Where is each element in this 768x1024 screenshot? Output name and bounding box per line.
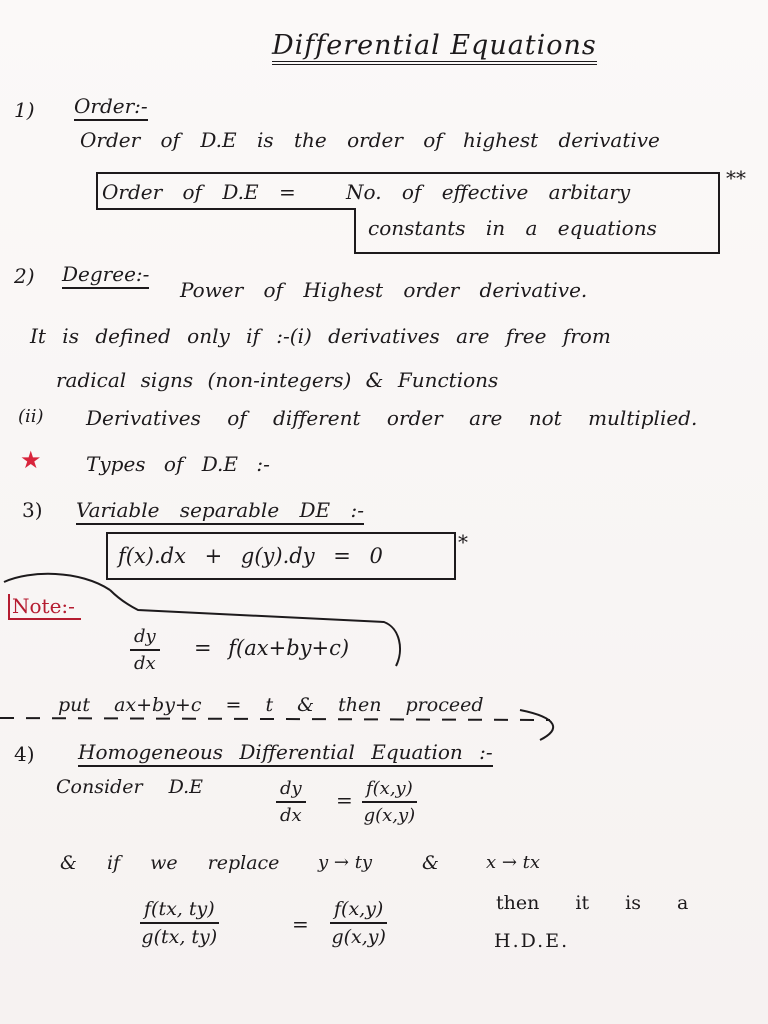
order-box-right-2: constants in a equations — [368, 216, 657, 240]
hde-test-right-denominator: g(x,y) — [331, 926, 386, 948]
separable-star: * — [458, 530, 468, 554]
degree-condition-3-number: (ii) — [18, 406, 44, 427]
note-fraction-numerator: dy — [130, 626, 160, 651]
hde-abbreviation: H.D.E. — [494, 930, 570, 952]
substitution-amp: & — [422, 852, 439, 874]
section-4-heading: Homogeneous Differential Equation :- — [78, 740, 493, 767]
hde-rhs-fraction — [362, 778, 417, 826]
section-4-number: 4) — [14, 742, 35, 766]
order-definition: Order of D.E is the order of highest derivative — [80, 128, 660, 152]
degree-definition: Power of Highest order derivative. — [180, 278, 588, 302]
hde-conclusion: then it is a — [496, 892, 689, 914]
order-box-divider — [96, 208, 354, 210]
hde-test-right-fraction — [330, 898, 387, 948]
hde-test-right-numerator: f(x,y) — [330, 898, 387, 924]
hde-lhs-fraction — [276, 778, 306, 826]
hde-lhs-numerator: dy — [276, 778, 306, 803]
hde-lhs-denominator: dx — [280, 805, 302, 826]
note-rhs: = f(ax+by+c) — [194, 636, 350, 660]
substitution-x: x → tx — [486, 852, 541, 873]
substitution-y: y → ty — [318, 852, 373, 873]
page-title: Differential Equations — [272, 30, 597, 65]
section-1-number: 1) — [14, 98, 35, 122]
hde-rhs-numerator: f(x,y) — [362, 778, 417, 803]
note-label: Note:- — [8, 594, 81, 620]
hde-rhs-denominator: g(x,y) — [363, 805, 416, 826]
section-3-heading: Variable separable DE :- — [76, 498, 364, 525]
hde-test-left-fraction — [140, 898, 219, 948]
order-stars: ** — [726, 166, 746, 190]
section-2-heading: Degree:- — [62, 262, 149, 289]
hde-test-equals: = — [292, 912, 309, 936]
types-heading: Types of D.E :- — [86, 452, 270, 476]
replace-label: & if we replace — [60, 852, 280, 874]
note-bracket-curves — [0, 570, 560, 750]
degree-condition-1: It is defined only if :-(i) derivatives are free from — [30, 324, 611, 348]
star-icon: ★ — [20, 446, 42, 474]
section-2-number: 2) — [14, 264, 35, 288]
note-substitution: put ax+by+c = t & then proceed — [58, 694, 484, 716]
order-box-right-1: No. of effective arbitary — [346, 180, 631, 204]
separable-formula: f(x).dx + g(y).dy = 0 — [118, 544, 383, 568]
note-fraction-denominator: dx — [134, 653, 156, 674]
hde-equals: = — [336, 788, 353, 812]
hde-test-left-denominator: g(tx, ty) — [141, 926, 218, 948]
hde-test-left-numerator: f(tx, ty) — [140, 898, 219, 924]
order-box-left: Order of D.E = — [102, 180, 296, 204]
consider-label: Consider D.E — [56, 776, 204, 798]
section-1-heading: Order:- — [74, 94, 148, 121]
degree-condition-2: radical signs (non-integers) & Functions — [56, 368, 499, 392]
section-3-number: 3) — [22, 498, 43, 522]
degree-condition-3: Derivatives of different order are not multiplied. — [86, 406, 698, 430]
note-fraction — [130, 626, 160, 674]
